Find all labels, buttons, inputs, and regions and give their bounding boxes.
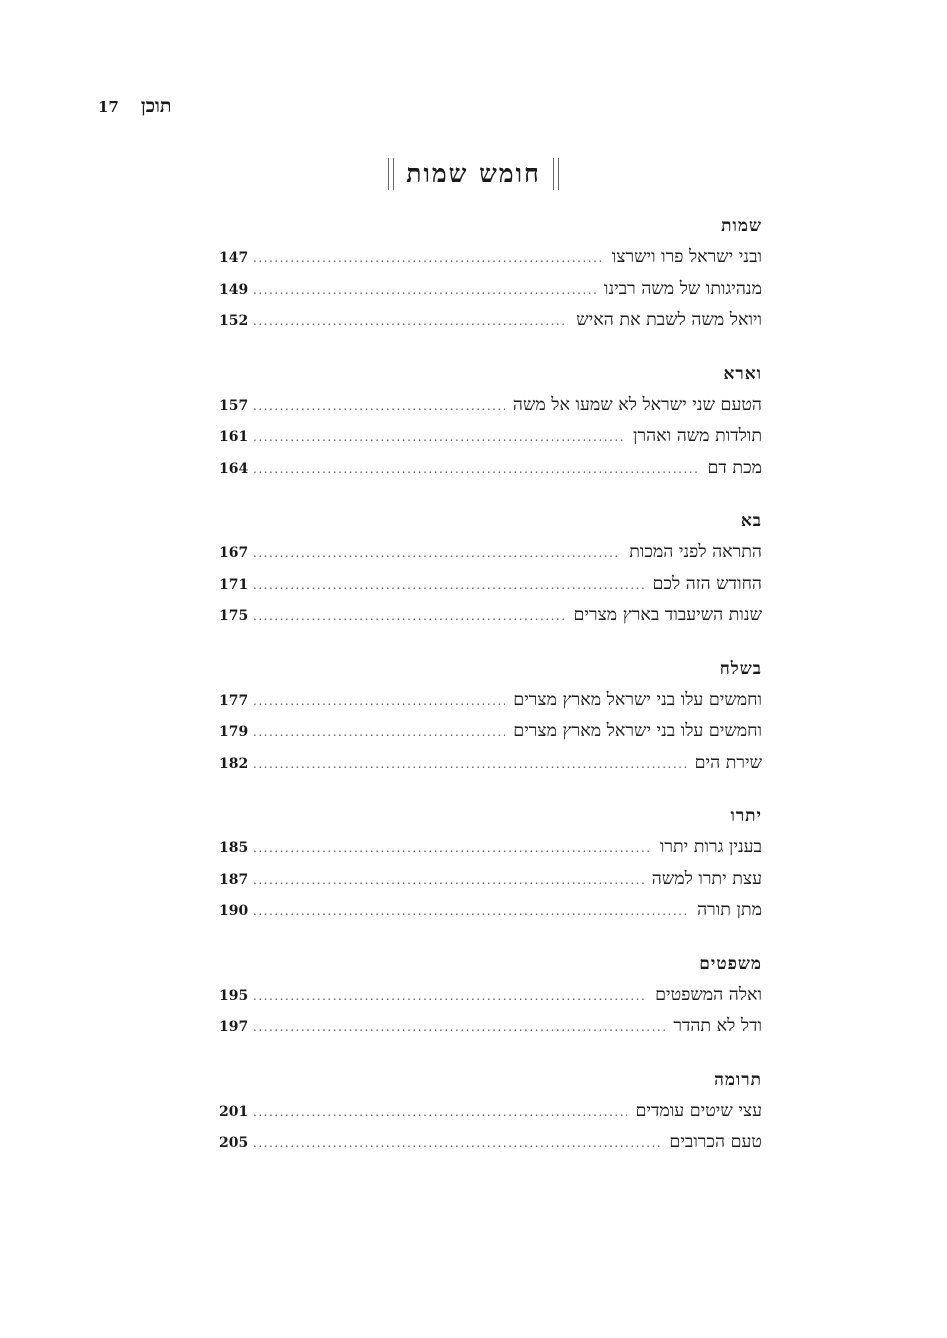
dot-leader <box>253 570 644 602</box>
entry-title: וחמשים עלו בני ישראל מארץ מצרים <box>513 721 762 741</box>
entry-page-number: 177 <box>219 692 249 709</box>
main-title: חומש שמות <box>406 159 541 188</box>
entry-page-number: 197 <box>219 1019 249 1035</box>
toc-section <box>219 212 762 337</box>
entry-title: מכת דם <box>707 457 762 478</box>
entry-title: עצי שיטים עומדים <box>635 1100 762 1121</box>
toc-entry[interactable] <box>219 748 762 780</box>
dot-leader <box>253 686 505 718</box>
dot-leader <box>253 896 689 928</box>
toc-section <box>219 950 762 1043</box>
dot-leader <box>253 391 505 423</box>
dot-leader <box>253 601 566 633</box>
toc-entry[interactable] <box>219 569 762 601</box>
dot-leader <box>253 1012 665 1044</box>
dot-leader <box>253 275 596 307</box>
section-title: שמות <box>721 216 762 236</box>
page-number: 17 <box>98 98 119 116</box>
entry-title: שירת הים <box>694 752 762 773</box>
entry-title: עצת יתרו למשה <box>651 868 762 889</box>
toc-section <box>219 802 762 927</box>
dot-leader <box>253 749 687 781</box>
toc-entry[interactable] <box>219 685 762 717</box>
entry-title: החודש הזה לכם <box>652 573 762 594</box>
toc-section <box>219 360 762 485</box>
entry-page-number: 195 <box>219 987 249 1004</box>
entry-page-number: 149 <box>219 281 249 298</box>
entry-title: טעם הכרובים <box>669 1132 762 1152</box>
dot-leader <box>253 454 700 486</box>
entry-title: בענין גרות יתרו <box>659 837 762 857</box>
entry-title: ואלה המשפטים <box>655 984 762 1005</box>
toc-entry[interactable] <box>219 421 762 453</box>
toc-entry[interactable] <box>219 390 762 422</box>
dot-leader <box>253 1128 661 1160</box>
entry-title: ויואל משה לשבת את האיש <box>576 310 762 330</box>
section-title: וארא <box>723 363 762 384</box>
entry-page-number: 157 <box>219 397 249 414</box>
toc-entry[interactable] <box>219 895 762 927</box>
section-title: משפטים <box>699 953 762 974</box>
entry-page-number: 167 <box>219 545 249 561</box>
entry-title: וחמשים עלו בני ישראל מארץ מצרים <box>513 689 762 710</box>
toc-entry[interactable] <box>219 1127 762 1159</box>
entry-page-number: 171 <box>219 576 249 593</box>
entry-page-number: 182 <box>219 755 249 772</box>
main-title-block <box>0 158 947 190</box>
dot-leader <box>253 538 621 570</box>
table-of-contents <box>219 212 762 1182</box>
toc-section <box>219 655 762 780</box>
section-title: בא <box>740 511 762 531</box>
toc-entry[interactable] <box>219 832 762 864</box>
toc-entry[interactable] <box>219 453 762 485</box>
section-title: יתרו <box>730 806 762 826</box>
dot-leader <box>253 306 568 338</box>
entry-title: ובני ישראל פרו וישרצו <box>611 247 762 267</box>
toc-section <box>219 1066 762 1159</box>
dot-leader <box>253 243 604 275</box>
entry-page-number: 152 <box>219 313 249 329</box>
toc-entry[interactable] <box>219 1011 762 1043</box>
entry-page-number: 175 <box>219 608 249 624</box>
title-ornament-left <box>388 158 394 190</box>
dot-leader <box>253 981 647 1013</box>
entry-page-number: 164 <box>219 460 249 477</box>
toc-section <box>219 507 762 632</box>
title-ornament-right <box>553 158 559 190</box>
section-title: תרומה <box>714 1069 762 1090</box>
dot-leader <box>253 422 625 454</box>
running-title: תוכן <box>140 95 172 117</box>
section-title: בשלח <box>719 658 762 679</box>
dot-leader <box>253 865 644 897</box>
running-head <box>98 95 171 118</box>
entry-page-number: 187 <box>219 871 249 888</box>
toc-entry[interactable] <box>219 716 762 748</box>
entry-title: התראה לפני המכות <box>629 542 762 562</box>
entry-page-number: 147 <box>219 250 249 266</box>
toc-entry[interactable] <box>219 537 762 569</box>
toc-entry[interactable] <box>219 274 762 306</box>
toc-entry[interactable] <box>219 1096 762 1128</box>
toc-entry[interactable] <box>219 305 762 337</box>
entry-page-number: 190 <box>219 903 249 919</box>
dot-leader <box>253 1097 627 1129</box>
entry-title: תולדות משה ואהרן <box>633 426 762 446</box>
entry-page-number: 179 <box>219 724 249 740</box>
entry-title: הטעם שני ישראל לא שמעו אל משה <box>512 394 762 415</box>
dot-leader <box>253 833 652 865</box>
entry-page-number: 185 <box>219 840 249 856</box>
toc-entry[interactable] <box>219 600 762 632</box>
entry-title: מנהיגותו של משה רבינו <box>603 278 762 299</box>
entry-title: שנות השיעבוד בארץ מצרים <box>573 605 762 625</box>
toc-entry[interactable] <box>219 242 762 274</box>
entry-title: מתן תורה <box>697 900 762 920</box>
entry-page-number: 161 <box>219 429 249 445</box>
toc-entry[interactable] <box>219 980 762 1012</box>
entry-page-number: 205 <box>219 1135 249 1151</box>
entry-title: ודל לא תהדר <box>673 1016 762 1036</box>
dot-leader <box>253 717 505 749</box>
toc-entry[interactable] <box>219 864 762 896</box>
entry-page-number: 201 <box>219 1103 249 1120</box>
